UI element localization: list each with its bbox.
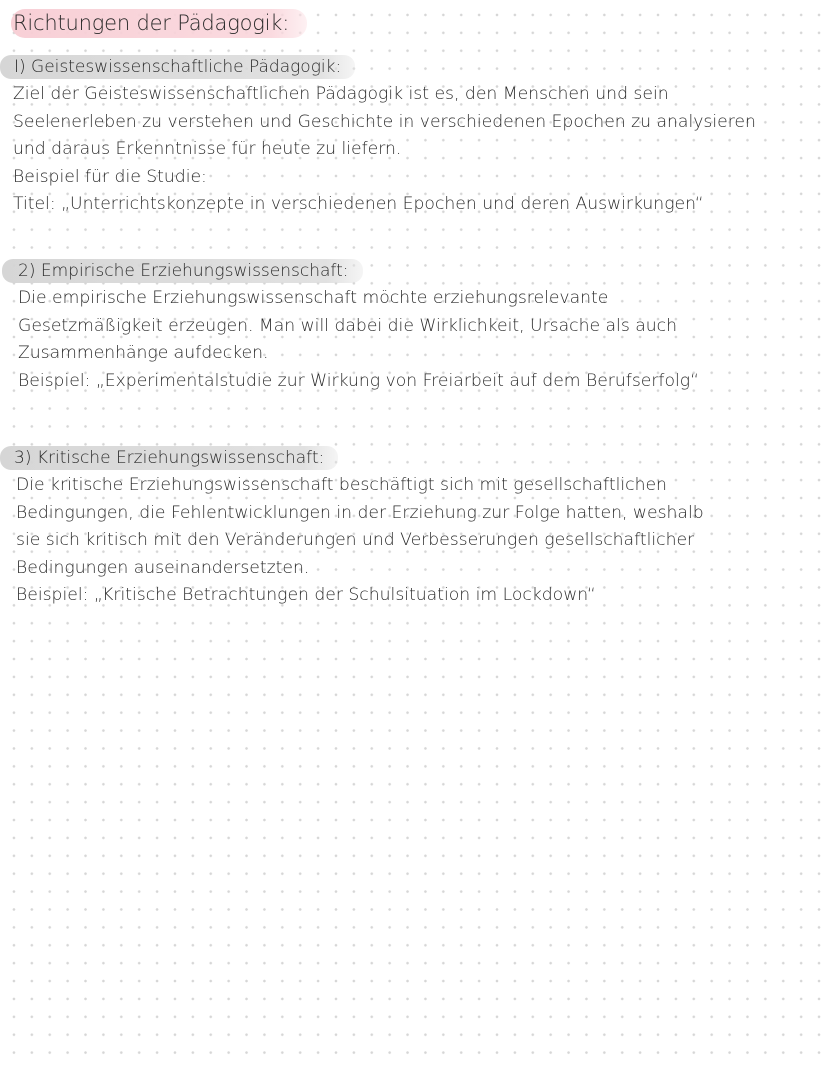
body-line: Ziel der Geisteswissenschaftlichen Pädagogik ist es, den Menschen und sein	[13, 84, 669, 104]
body-line: Die empirische Erziehungswissenschaft möchte erziehungsrelevante	[18, 288, 609, 308]
section-body	[16, 472, 800, 610]
body-line: Bedingungen, die Fehlentwicklungen in der Erziehung zur Folge hatten, weshalb	[16, 502, 704, 523]
body-line: Die kritische Erziehungswissenschaft beschäftigt sich mit gesellschaftlichen	[16, 475, 667, 495]
body-line: Beispiel: „Experimentalstudie zur Wirkung von Freiarbeit auf dem Berufserfolg“	[18, 370, 699, 391]
body-line: und daraus Erkenntnisse für heute zu liefern.	[13, 139, 402, 160]
section-heading: 3) Kritische Erziehungswissenschaft:	[0, 446, 338, 470]
section-heading: 2) Empirische Erziehungswissenschaft:	[2, 259, 363, 283]
body-line: Titel: „Unterrichtskonzepte in verschiedenen Epochen und deren Auswirkungen“	[13, 194, 704, 215]
section-kritische-erziehungswissenschaft	[0, 446, 800, 610]
section-body	[13, 81, 800, 219]
page-title: Richtungen der Pädagogik:	[11, 9, 307, 38]
section-geisteswissenschaftliche-paedagogik	[0, 55, 800, 219]
body-line: Bedingungen auseinandersetzten.	[16, 557, 310, 578]
section-heading: I) Geisteswissenschaftliche Pädagogik:	[0, 55, 355, 79]
section-body	[18, 285, 800, 395]
body-line: sie sich kritisch mit den Veränderungen und Verbesserungen gesellschaftlicher	[16, 530, 695, 551]
body-line: Beispiel: „Kritische Betrachtungen der Schulsituation im Lockdown“	[16, 585, 596, 606]
section-empirische-erziehungswissenschaft	[0, 259, 800, 395]
body-line: Seelenerleben zu verstehen und Geschichte in verschiedenen Epochen zu analysieren	[13, 111, 756, 132]
body-line: Zusammenhänge aufdecken.	[18, 343, 269, 364]
body-line: Gesetzmäßigkeit erzeugen. Man will dabei die Wirklichkeit, Ursache als auch	[18, 315, 678, 336]
body-line: Beispiel für die Studie:	[13, 166, 207, 187]
